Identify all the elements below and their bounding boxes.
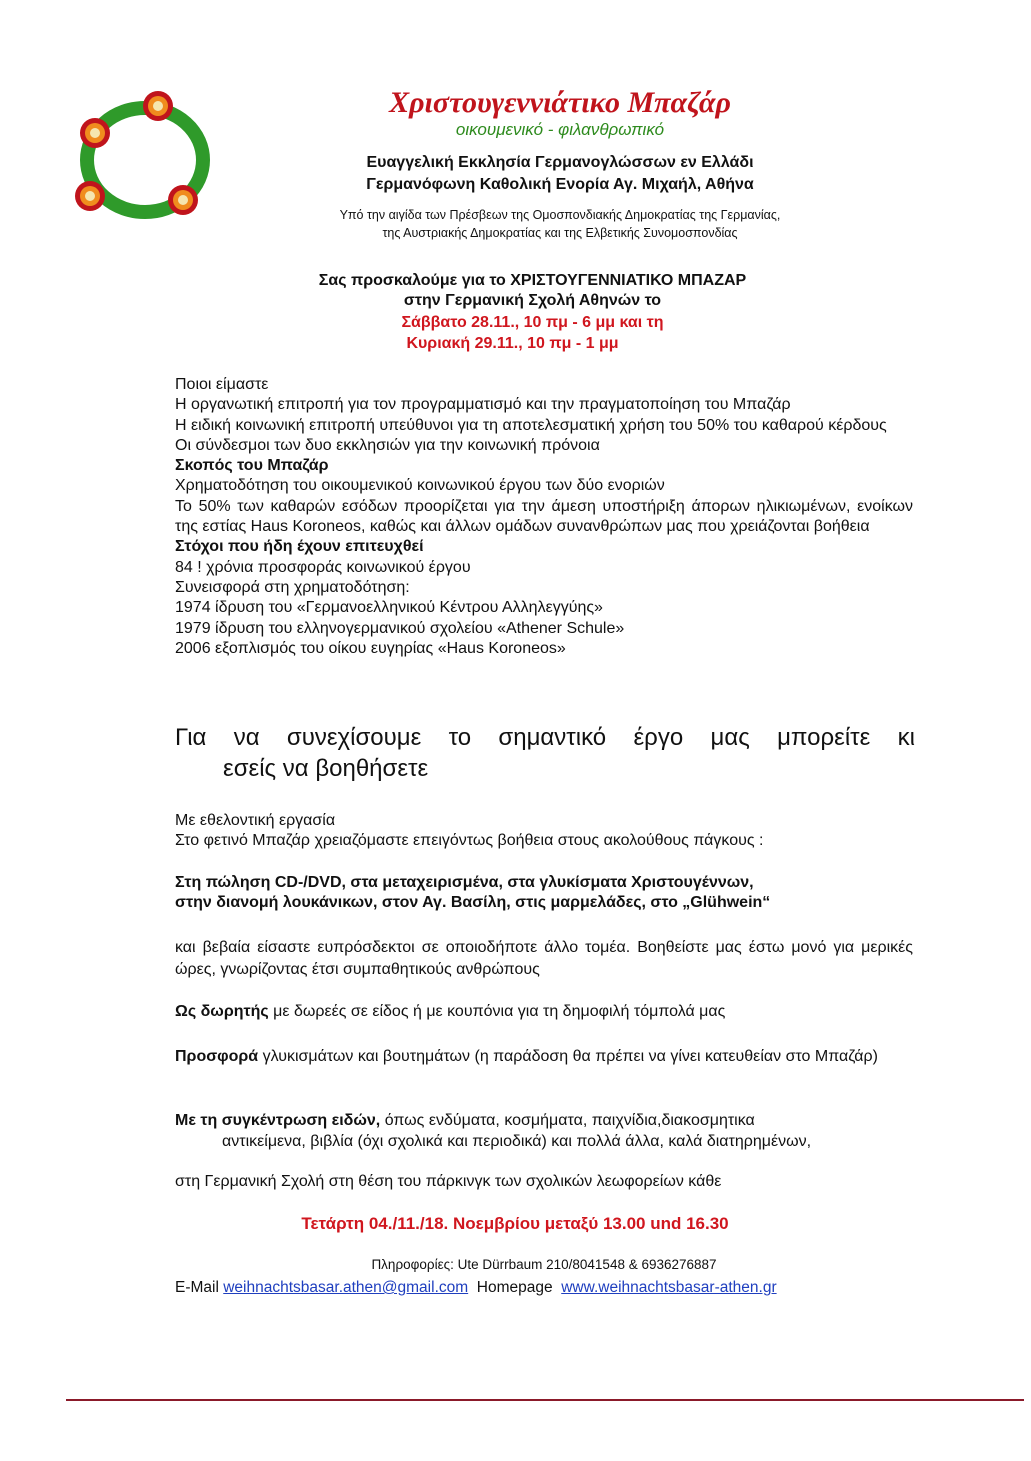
donor-paragraph [175, 1002, 913, 1022]
invitation-line-2: στην Γερμανική Σχολή Αθηνών το [403, 292, 662, 309]
logo-dot [80, 118, 110, 148]
footer-rule [66, 1399, 1024, 1401]
collection-line-1 [175, 1111, 913, 1131]
collection-rest-1: όπως ενδύματα, κοσμήματα, παιχνίδια,διακοσμητικα [380, 1112, 755, 1129]
patronage-line-1: Υπό την αιγίδα των Πρέσβεων της Ομοσπονδιακής Δημοκρατίας της Γερμανίας, [339, 208, 781, 222]
call-line-1: Για να συνεχίσουμε το σημαντικό έργο μας μπορείτε κι [175, 724, 915, 751]
goals-p3: 1974 ίδρυση του «Γερμανοελληνικού Κέντρου Αλληλεγγύης» [175, 599, 603, 617]
who-p1: Η οργανωτική επιτροπή για τον προγραμματισμό και την πραγματοποίηση του Μπαζάρ [175, 396, 791, 414]
volunteer-p1: Στο φετινό Μπαζάρ χρειαζόμαστε επειγόντως βοήθεια στους ακολούθους πάγκους : [175, 832, 764, 849]
goals-p5: 2006 εξοπλισμός του οίκου ευγηρίας «Haus Koroneos» [175, 639, 566, 657]
donor-bold: Ως δωρητής [175, 1003, 269, 1020]
invitation-line-1: Σας προσκαλούμε για το ΧΡΙΣΤΟΥΓΕΝΝΙΑΤΙΚΟ ΜΠΑΖΑΡ [318, 272, 747, 289]
about-section [175, 375, 913, 659]
email-link[interactable]: weihnachtsbasar.athen@gmail.com [223, 1279, 469, 1296]
offer-rest: γλυκισμάτων και βουτημάτων (η παράδοση θα πρέπει να γίνει κατευθείαν στο Μπαζάρ) [258, 1048, 878, 1065]
collection-place: στη Γερμανική Σχολή στη θέση του πάρκινγκ των σχολικών λεωφορείων κάθε [175, 1173, 722, 1190]
bazaar-subtitle: οικουμενικό - φιλανθρωπικό [455, 120, 665, 139]
logo-dot [75, 181, 105, 211]
purpose-heading: Σκοπός του Μπαζάρ [175, 457, 329, 475]
invitation-saturday: Σάββατο 28.11., 10 πμ - 6 μμ και τη [401, 314, 664, 331]
homepage-label: Homepage [468, 1279, 562, 1296]
offer-paragraph [175, 1046, 913, 1068]
contact-info: Πληροφορίες: Ute Dürrbaum 210/8041548 & 6936276887 [371, 1257, 717, 1272]
goals-p4: 1979 ίδρυση του ελληνογερμανικού σχολείου «Athener Schule» [175, 619, 625, 637]
contact-links [175, 1279, 935, 1297]
patronage-line-2: της Αυστριακής Δημοκρατίας και της Ελβετικής Συνομοσπονδίας [382, 226, 738, 240]
bazaar-title: Χριστουγεννιάτικο Μπαζάρ [389, 86, 731, 119]
organizer-evangelical: Ευαγγελική Εκκλησία Γερμανογλώσσων εν Ελλάδι [366, 154, 754, 171]
purpose-p2: Το 50% των καθαρών εσόδων προορίζεται για την άμεση υποστήριξη άπορων ηλικιωμένων, ενοίκων της εστίας Haus Koroneos, καθώς και άλλων ομάδων συνανθρώπων μας που χρειάζονται βοήθεια [175, 497, 913, 536]
offer-bold: Προσφορά [175, 1048, 259, 1065]
bazaar-logo [70, 88, 220, 228]
logo-dot [143, 91, 173, 121]
volunteer-stands-1: Στη πώληση CD-/DVD, στα μεταχειρισμένα, στα γλυκίσματα Χριστουγέννων, [175, 874, 754, 891]
donor-rest: με δωρεές σε είδος ή με κουπόνια για τη δημοφιλή τόμπολά μας [268, 1003, 726, 1020]
volunteer-p2: και βεβαία είσαστε ευπρόσδεκτοι σε οποιοδήποτε άλλο τομέα. Βοηθείστε μας έστω μονό για μερικές ώρες, γνωρίζοντας έτσι συμπαθητικούς ανθρώπους [175, 939, 913, 978]
collection-line-2: αντικείμενα, βιβλία (όχι σχολικά και περιοδικά) και πολλά άλλα, καλά διατηρημένων, [222, 1133, 812, 1150]
logo-dot [168, 185, 198, 215]
collection-date: Τετάρτη 04./11./18. Νοεμβρίου μεταξύ 13.00 und 16.30 [301, 1214, 729, 1233]
volunteer-stands-2: στην διανομή λουκάνικων, στον Αγ. Βασίλη, στις μαρμελάδες, στο „Glühwein“ [175, 894, 771, 911]
email-label: E-Mail [175, 1279, 224, 1296]
collection-bold: Με τη συγκέντρωση ειδών, [175, 1112, 381, 1129]
invitation-sunday: Κυριακή 29.11., 10 πμ - 1 μμ [406, 335, 619, 352]
goals-heading: Στόχοι που ήδη έχουν επιτευχθεί [175, 538, 424, 556]
who-heading: Ποιοι είμαστε [175, 376, 269, 393]
purpose-p1: Χρηματοδότηση του οικουμενικού κοινωνικού έργου των δύο ενοριών [175, 477, 665, 495]
goals-p1: 84 ! χρόνια προσφοράς κοινωνικού έργου [175, 558, 471, 576]
goals-p2: Συνεισφορά στη χρηματοδότηση: [175, 578, 410, 596]
who-p2: Η ειδική κοινωνική επιτροπή υπεύθυνοι για τη αποτελεσματική χρήση του 50% του καθαρού κέρδους [175, 416, 887, 434]
who-p3: Οι σύνδεσμοι των δυο εκκλησιών για την κοινωνική πρόνοια [175, 436, 600, 454]
call-line-2: εσείς να βοηθήσετε [223, 755, 429, 782]
organizer-catholic: Γερμανόφωνη Καθολική Ενορία Αγ. Μιχαήλ, Αθήνα [366, 176, 754, 193]
volunteer-heading: Με εθελοντική εργασία [175, 812, 336, 829]
homepage-link[interactable]: www.weihnachtsbasar-athen.gr [561, 1279, 777, 1296]
